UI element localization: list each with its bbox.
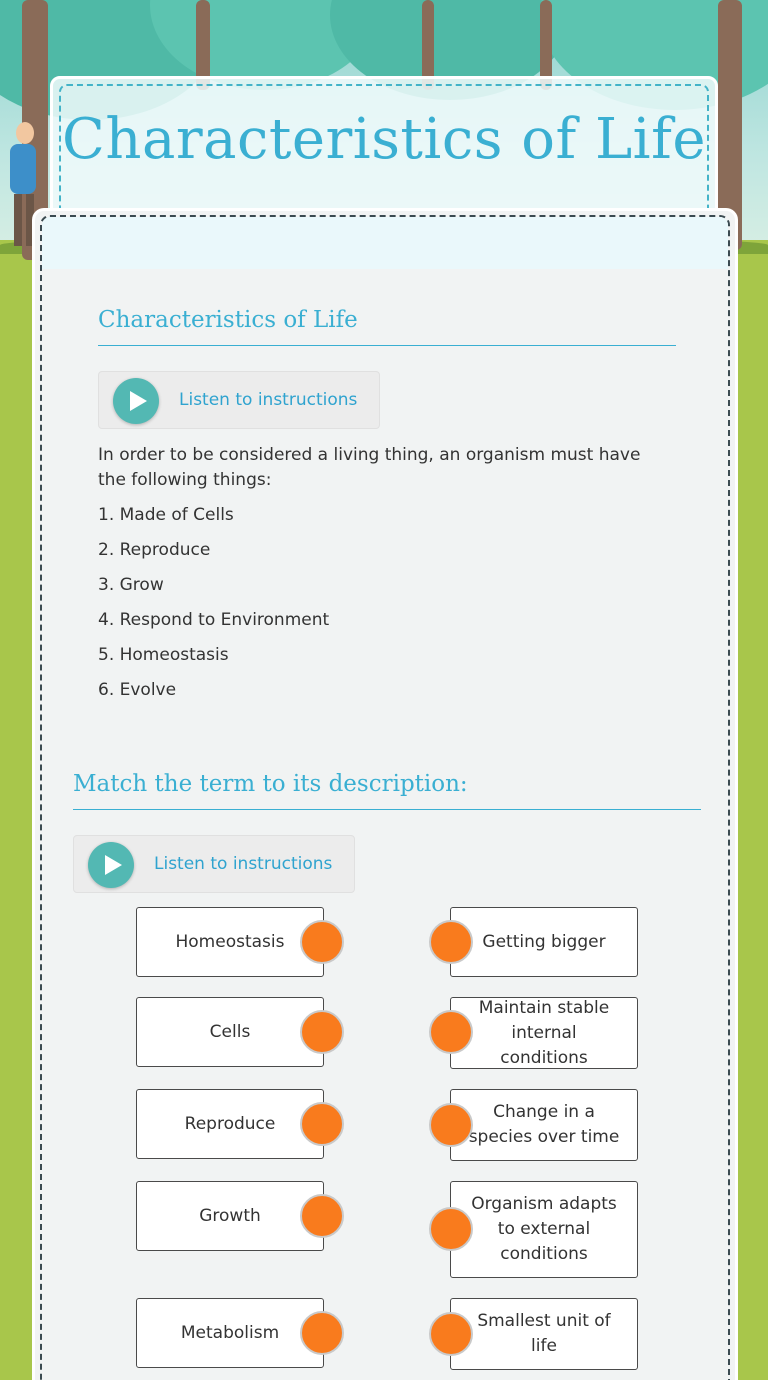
description-connector-dot[interactable] bbox=[429, 1312, 473, 1356]
match-description[interactable]: Organism adapts to external conditions bbox=[450, 1181, 638, 1278]
match-description[interactable]: Getting bigger bbox=[450, 907, 638, 977]
page-title: Characteristics of Life bbox=[62, 107, 706, 172]
description-connector-dot[interactable] bbox=[429, 1010, 473, 1054]
match-description[interactable]: Change in a species over time bbox=[450, 1089, 638, 1161]
play-icon[interactable] bbox=[113, 378, 159, 424]
match-term[interactable]: Metabolism bbox=[136, 1298, 324, 1368]
list-item: 1. Made of Cells bbox=[98, 505, 234, 525]
intro-text: In order to be considered a living thing, an organism must have the following things: bbox=[98, 445, 641, 490]
description-connector-dot[interactable] bbox=[429, 1103, 473, 1147]
list-item: 6. Evolve bbox=[98, 680, 177, 700]
play-icon[interactable] bbox=[88, 842, 134, 888]
list-item: 5. Homeostasis bbox=[98, 645, 229, 665]
term-connector-dot[interactable] bbox=[300, 920, 344, 964]
list-item: 4. Respond to Environment bbox=[98, 610, 330, 630]
section-heading: Match the term to its description: bbox=[73, 771, 468, 797]
match-term[interactable]: Growth bbox=[136, 1181, 324, 1251]
listen-label: Listen to instructions bbox=[179, 390, 358, 410]
description-connector-dot[interactable] bbox=[429, 920, 473, 964]
worksheet-card bbox=[32, 208, 738, 1380]
match-term[interactable]: Cells bbox=[136, 997, 324, 1067]
description-connector-dot[interactable] bbox=[429, 1207, 473, 1251]
match-term[interactable]: Reproduce bbox=[136, 1089, 324, 1159]
term-connector-dot[interactable] bbox=[300, 1311, 344, 1355]
section-divider bbox=[98, 345, 676, 346]
list-item: 3. Grow bbox=[98, 575, 164, 595]
worksheet-header-band bbox=[42, 217, 728, 269]
listen-instructions-button[interactable] bbox=[73, 835, 355, 893]
term-connector-dot[interactable] bbox=[300, 1102, 344, 1146]
match-description[interactable]: Smallest unit of life bbox=[450, 1298, 638, 1370]
match-description[interactable]: Maintain stable internal conditions bbox=[450, 997, 638, 1069]
section-divider bbox=[73, 809, 701, 810]
title-card bbox=[50, 76, 718, 226]
match-term[interactable]: Homeostasis bbox=[136, 907, 324, 977]
term-connector-dot[interactable] bbox=[300, 1010, 344, 1054]
listen-label: Listen to instructions bbox=[154, 854, 333, 874]
list-item: 2. Reproduce bbox=[98, 540, 211, 560]
term-connector-dot[interactable] bbox=[300, 1194, 344, 1238]
section-heading: Characteristics of Life bbox=[98, 307, 358, 333]
listen-instructions-button[interactable] bbox=[98, 371, 380, 429]
worksheet-content bbox=[40, 215, 730, 1380]
